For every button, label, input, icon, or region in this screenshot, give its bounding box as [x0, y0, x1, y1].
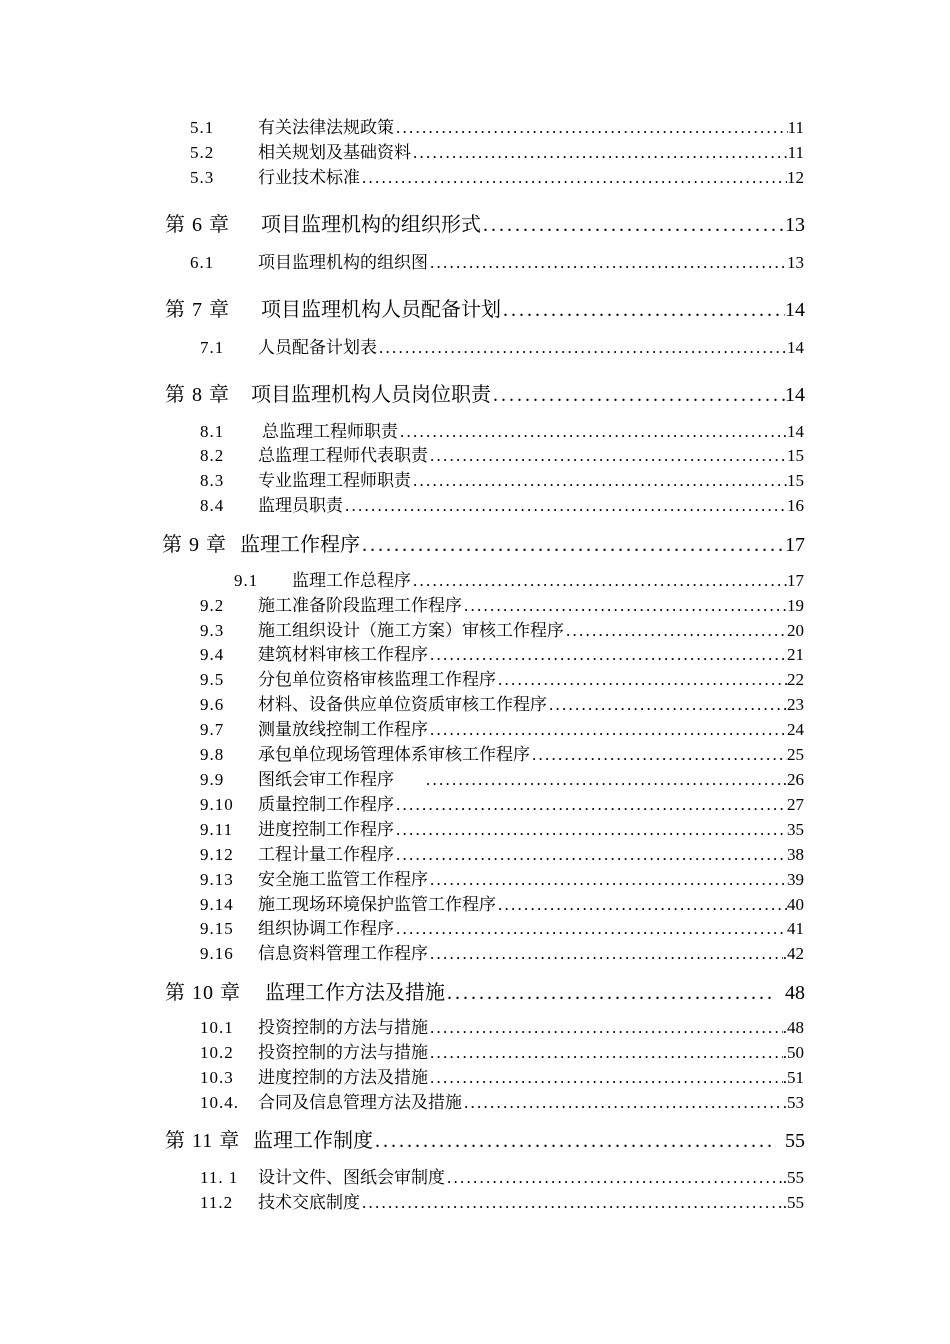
- toc-chapter-9[interactable]: [162, 530, 805, 560]
- toc-chapter-title: 项目监理机构人员岗位职责: [251, 384, 491, 406]
- toc-entry-number: 9.12: [200, 845, 234, 864]
- dot-leader: [430, 718, 787, 742]
- toc-chapter-number: 第 11 章: [165, 1130, 241, 1152]
- toc-entry-10-2[interactable]: [200, 1041, 804, 1065]
- toc-entry-number: 5.1: [190, 118, 215, 137]
- toc-entry-title: 质量控制工作程序: [258, 795, 394, 814]
- dot-leader: [430, 868, 787, 892]
- toc-entry-11-1[interactable]: [200, 1166, 804, 1190]
- dot-leader: [426, 768, 783, 792]
- dot-leader: [498, 893, 787, 917]
- dot-leader: [430, 251, 787, 275]
- toc-entry-9-15[interactable]: [200, 917, 804, 941]
- toc-entry-7-1[interactable]: [200, 336, 804, 360]
- toc-entry-title: 总监理工程师职责: [262, 422, 398, 441]
- dot-leader: [430, 1016, 783, 1040]
- toc-entry-title: 图纸会审工作程序: [258, 770, 394, 789]
- toc-entry-title: 行业技术标准: [258, 168, 360, 187]
- dot-leader: [447, 1166, 783, 1190]
- toc-entry-title: 有关法律法规政策: [258, 118, 394, 137]
- dot-leader: [362, 1191, 783, 1215]
- toc-entry-title: 施工准备阶段监理工作程序: [258, 596, 462, 615]
- toc-entry-page: 27: [787, 795, 804, 814]
- toc-entry-title: 分包单位资格审核监理工作程序: [258, 670, 496, 689]
- toc-entry-9-6[interactable]: [200, 693, 804, 717]
- toc-entry-title: 建筑材料审核工作程序: [258, 645, 428, 664]
- toc-entry-number: 5.3: [190, 168, 215, 187]
- toc-entry-page: .50: [782, 1043, 804, 1062]
- toc-chapter-11[interactable]: [165, 1126, 805, 1156]
- toc-entry-number: 6.1: [190, 253, 215, 272]
- toc-chapter-page: 48: [785, 982, 805, 1004]
- dot-leader: [493, 380, 785, 410]
- toc-entry-5-1[interactable]: [190, 116, 804, 140]
- dot-leader: [483, 210, 785, 240]
- toc-entry-9-16[interactable]: [200, 942, 804, 966]
- toc-entry-number: 10.3: [200, 1068, 234, 1087]
- dot-leader: [362, 530, 785, 560]
- toc-entry-page: 14: [787, 338, 804, 357]
- toc-entry-number: 5.2: [190, 143, 215, 162]
- toc-chapter-10[interactable]: [165, 978, 805, 1008]
- toc-entry-number: 9.13: [200, 870, 234, 889]
- dot-leader: [396, 818, 787, 842]
- dot-leader: [396, 843, 787, 867]
- toc-entry-number: 9.2: [200, 596, 225, 615]
- toc-entry-title: 监理工作总程序: [292, 571, 411, 590]
- dot-leader: [396, 917, 787, 941]
- toc-entry-page: .42: [782, 944, 804, 963]
- toc-entry-number: 9.7: [200, 720, 225, 739]
- toc-entry-number: 9.4: [200, 645, 225, 664]
- toc-entry-number: 9.10: [200, 795, 234, 814]
- toc-entry-5-2[interactable]: [190, 141, 804, 165]
- toc-entry-page: .48: [782, 1018, 804, 1037]
- toc-entry-page: 25: [787, 745, 804, 764]
- toc-entry-9-5[interactable]: [200, 668, 804, 692]
- toc-entry-number: 11.2: [200, 1193, 234, 1212]
- toc-entry-title: 专业监理工程师职责: [258, 471, 411, 490]
- toc-entry-number: 8.3: [200, 471, 225, 490]
- dot-leader: [413, 469, 787, 493]
- toc-entry-title: 施工现场环境保护监管工作程序: [258, 895, 496, 914]
- toc-chapter-title: 监理工作方法及措施: [265, 982, 445, 1004]
- toc-entry-number: 9.5: [200, 670, 225, 689]
- toc-entry-page: 16: [787, 496, 804, 515]
- dot-leader: [549, 693, 787, 717]
- toc-chapter-title: 监理工作制度: [253, 1130, 373, 1152]
- toc-entry-page: 12: [787, 168, 804, 187]
- toc-entry-page: 13: [787, 253, 804, 272]
- toc-entry-number: 9.3: [200, 621, 225, 640]
- dot-leader: [503, 295, 785, 325]
- dot-leader: [430, 643, 787, 667]
- toc-entry-number: 9.16: [200, 944, 234, 963]
- toc-entry-page: 39: [787, 870, 804, 889]
- toc-entry-title: 安全施工监管工作程序: [258, 870, 428, 889]
- toc-entry-6-1[interactable]: [190, 251, 804, 275]
- toc-entry-page: 15: [787, 446, 804, 465]
- toc-entry-9-3[interactable]: [200, 619, 804, 643]
- dot-leader: [430, 1041, 783, 1065]
- toc-entry-title: 相关规划及基础资料: [258, 143, 411, 162]
- toc-entry-number: 10.4.: [200, 1093, 239, 1112]
- dot-leader: [498, 668, 787, 692]
- toc-chapter-number: 第 7 章: [165, 299, 230, 321]
- toc-entry-number: 11. 1: [200, 1168, 239, 1187]
- toc-entry-9-2[interactable]: [200, 594, 804, 618]
- toc-chapter-number: 第 9 章: [162, 534, 227, 556]
- toc-entry-page: .51: [782, 1068, 804, 1087]
- toc-entry-9-10[interactable]: [200, 793, 804, 817]
- toc-entry-title: 信息资料管理工作程序: [258, 944, 428, 963]
- toc-entry-page: .14: [782, 422, 804, 441]
- toc-chapter-7[interactable]: [165, 295, 805, 325]
- dot-leader: [447, 978, 771, 1008]
- toc-entry-title: 设计文件、图纸会审制度: [258, 1168, 445, 1187]
- toc-entry-number: 8.1: [200, 422, 225, 441]
- toc-entry-8-3[interactable]: [200, 469, 804, 493]
- toc-entry-page: 38: [787, 845, 804, 864]
- toc-entry-9-1[interactable]: [234, 569, 804, 593]
- toc-chapter-page: 14: [785, 299, 805, 321]
- toc-entry-page: 15: [787, 471, 804, 490]
- toc-entry-5-3[interactable]: [190, 166, 804, 190]
- toc-entry-page: 11: [787, 118, 804, 137]
- toc-chapter-title: 监理工作程序: [240, 534, 360, 556]
- toc-entry-9-11[interactable]: [200, 818, 804, 842]
- toc-entry-page: .26: [782, 770, 804, 789]
- toc-chapter-page: 13: [785, 214, 805, 236]
- toc-entry-page: .53: [782, 1093, 804, 1112]
- toc-entry-title: 测量放线控制工作程序: [258, 720, 428, 739]
- toc-chapter-page: 14: [785, 384, 805, 406]
- toc-chapter-number: 第 6 章: [165, 214, 230, 236]
- toc-entry-10-4[interactable]: [200, 1091, 804, 1115]
- toc-entry-page: 41: [787, 919, 804, 938]
- toc-entry-title: 组织协调工作程序: [258, 919, 394, 938]
- toc-entry-8-2[interactable]: [200, 444, 804, 468]
- toc-entry-9-12[interactable]: [200, 843, 804, 867]
- toc-entry-8-1[interactable]: [200, 420, 804, 444]
- toc-entry-title: 施工组织设计（施工方案）审核工作程序: [258, 621, 564, 640]
- toc-chapter-title: 项目监理机构人员配备计划: [261, 299, 501, 321]
- dot-leader: [375, 1126, 771, 1156]
- dot-leader: [566, 619, 787, 643]
- dot-leader: [345, 494, 787, 518]
- toc-entry-title: 技术交底制度: [258, 1193, 360, 1212]
- toc-entry-title: 项目监理机构的组织图: [258, 253, 428, 272]
- toc-entry-number: 7.1: [200, 338, 225, 357]
- dot-leader: [430, 1066, 783, 1090]
- dot-leader: [430, 942, 783, 966]
- dot-leader: [464, 594, 787, 618]
- toc-entry-page: 23: [787, 695, 804, 714]
- toc-entry-page: 19: [787, 596, 804, 615]
- toc-entry-title: 材料、设备供应单位资质审核工作程序: [258, 695, 547, 714]
- toc-entry-page: .55: [782, 1193, 804, 1212]
- toc-entry-title: 工程计量工作程序: [258, 845, 394, 864]
- toc-entry-9-9[interactable]: [200, 768, 804, 792]
- toc-entry-title: 合同及信息管理方法及措施: [258, 1093, 462, 1112]
- toc-entry-page: 35: [787, 820, 804, 839]
- toc-entry-title: 总监理工程师代表职责: [258, 446, 428, 465]
- toc-entry-page: 17: [787, 571, 804, 590]
- toc-entry-number: 9.1: [234, 571, 259, 590]
- toc-chapter-title: 项目监理机构的组织形式: [261, 214, 481, 236]
- toc-entry-10-3[interactable]: [200, 1066, 804, 1090]
- dot-leader: [413, 569, 787, 593]
- dot-leader: [396, 116, 788, 140]
- toc-entry-9-8[interactable]: [200, 743, 804, 767]
- toc-entry-number: 9.14: [200, 895, 234, 914]
- toc-entry-number: 8.2: [200, 446, 225, 465]
- toc-chapter-page: 17: [785, 534, 805, 556]
- toc-entry-9-14[interactable]: [200, 893, 804, 917]
- dot-leader: [379, 336, 787, 360]
- toc-entry-title: 人员配备计划表: [258, 338, 377, 357]
- toc-entry-8-4[interactable]: [200, 494, 804, 518]
- toc-entry-number: 9.6: [200, 695, 225, 714]
- toc-entry-number: 9.11: [200, 820, 234, 839]
- toc-entry-number: 10.1: [200, 1018, 234, 1037]
- toc-chapter-page: 55: [785, 1130, 805, 1152]
- toc-entry-number: 9.8: [200, 745, 225, 764]
- toc-entry-title: 投资控制的方法与措施: [258, 1043, 428, 1062]
- dot-leader: [532, 743, 787, 767]
- toc-entry-page: 40: [787, 895, 804, 914]
- toc-entry-number: 8.4: [200, 496, 225, 515]
- dot-leader: [400, 420, 783, 444]
- toc-entry-page: .55: [782, 1168, 804, 1187]
- toc-entry-9-4[interactable]: [200, 643, 804, 667]
- toc-entry-9-7[interactable]: [200, 718, 804, 742]
- toc-entry-title: 监理员职责: [258, 496, 343, 515]
- toc-entry-number: 9.9: [200, 770, 225, 789]
- dot-leader: [413, 141, 788, 165]
- toc-chapter-8[interactable]: [165, 380, 805, 410]
- toc-entry-page: 22: [787, 670, 804, 689]
- toc-chapter-6[interactable]: [165, 210, 805, 240]
- toc-entry-page: 11: [787, 143, 804, 162]
- toc-entry-page: 20: [787, 621, 804, 640]
- toc-entry-10-1[interactable]: [200, 1016, 804, 1040]
- toc-entry-title: 进度控制工作程序: [258, 820, 394, 839]
- toc-entry-number: 10.2: [200, 1043, 234, 1062]
- dot-leader: [396, 793, 787, 817]
- dot-leader: [430, 444, 787, 468]
- toc-entry-title: 进度控制的方法及措施: [258, 1068, 428, 1087]
- dot-leader: [362, 166, 787, 190]
- toc-entry-number: 9.15: [200, 919, 234, 938]
- toc-entry-title: 投资控制的方法与措施: [258, 1018, 428, 1037]
- toc-entry-page: 24: [787, 720, 804, 739]
- toc-entry-title: 承包单位现场管理体系审核工作程序: [258, 745, 530, 764]
- toc-entry-9-13[interactable]: [200, 868, 804, 892]
- toc-chapter-number: 第 10 章: [165, 982, 241, 1004]
- dot-leader: [464, 1091, 783, 1115]
- toc-chapter-number: 第 8 章: [165, 384, 230, 406]
- toc-entry-11-2[interactable]: [200, 1191, 804, 1215]
- toc-entry-page: 21: [787, 645, 804, 664]
